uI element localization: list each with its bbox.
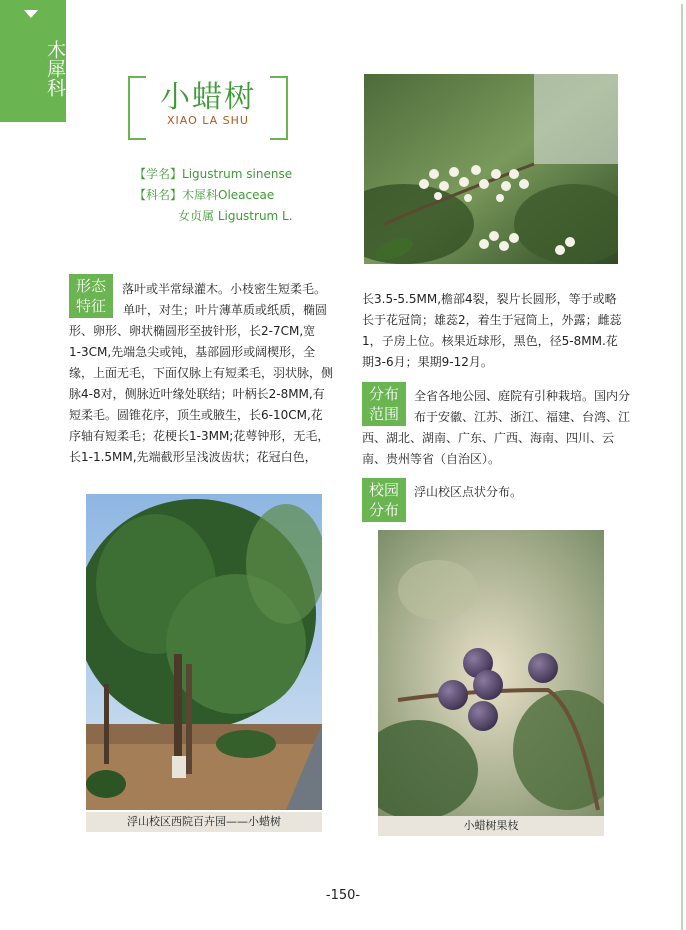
distribution-paragraph <box>362 386 634 470</box>
morph-line: 短柔毛。圆锥花序，顶生或腋生，长6-10CM,花 <box>69 408 323 422</box>
title-box <box>128 76 288 140</box>
morph-continued <box>362 289 634 373</box>
distribution-line: 西、湖北、湖南、广东、广西、海南、四川、云 <box>362 431 615 445</box>
tree-photo-caption: 浮山校区西院百卉园——小蜡树 <box>86 812 322 832</box>
fruit-photo-caption: 小蜡树果枝 <box>378 816 604 836</box>
title-chinese: 小蜡树 <box>160 80 256 115</box>
morph-line: 单叶，对生；叶片薄革质或纸质，椭圆 <box>123 303 328 317</box>
triangle-down-icon <box>24 10 38 18</box>
badge-line: 特征 <box>75 297 106 315</box>
morph-line: 期3-6月；果期9-12月。 <box>362 355 493 369</box>
badge-line: 范围 <box>368 405 399 423</box>
morph-line: 脉4-8对，侧脉近叶缘处联结；叶柄长2-8MM,有 <box>69 387 325 401</box>
scientific-name-row <box>134 164 293 185</box>
morph-first-line: 落叶或半常绿灌木。小枝密生短柔毛。 <box>122 282 327 296</box>
family-name-label: 【科名】 <box>134 188 183 202</box>
distribution-line: 全省各地公园、庭院有引种栽培。国内分 <box>414 389 631 403</box>
badge-line: 分布 <box>368 501 399 519</box>
morph-line: 1-3CM,先端急尖或钝，基部圆形或阔楔形，全 <box>69 345 316 359</box>
morph-line: 1，子房上位。核果近球形，黑色，径5-8MM.花 <box>362 334 618 348</box>
page-edge-line <box>681 4 683 930</box>
family-tab <box>0 0 66 122</box>
morph-line: 序轴有短柔毛；花梗长1-3MM;花萼钟形，无毛， <box>69 429 330 443</box>
scientific-name-label: 【学名】 <box>134 167 183 181</box>
badge-line: 校园 <box>368 481 399 499</box>
flower-photo <box>364 74 618 264</box>
tree-photo <box>86 494 322 810</box>
scientific-name-value: Ligustrum sinense <box>182 167 293 181</box>
morph-line: 长3.5-5.5MM,檐部4裂，裂片长圆形，等于或略 <box>362 292 617 306</box>
morph-line: 形、卵形、卵状椭圆形至披针形，长2-7CM,宽 <box>69 324 316 338</box>
badge-line: 分布 <box>368 385 399 403</box>
scientific-names <box>134 164 293 227</box>
title-pinyin: XIAO LA SHU <box>167 114 249 127</box>
morph-line: 长于花冠筒；雄蕊2，着生于冠筒上，外露；雌蕊 <box>362 313 622 327</box>
family-name-row <box>134 185 293 206</box>
campus-text: 浮山校区点状分布。 <box>414 485 523 499</box>
morph-paragraph <box>69 300 345 468</box>
badge-line: 形态 <box>75 277 106 295</box>
fruit-photo <box>378 530 604 816</box>
genus-name: 女贞属 Ligustrum L. <box>178 209 293 223</box>
distribution-line: 布于安徽、江苏、浙江、福建、台湾、江 <box>414 410 631 424</box>
morph-line: 缘，上面无毛，下面仅脉上有短柔毛，羽状脉，侧 <box>69 366 334 380</box>
family-name-value: 木犀科Oleaceae <box>182 188 275 202</box>
distribution-line: 南、贵州等省（自治区）。 <box>362 452 501 466</box>
badge-campus <box>362 478 406 522</box>
morph-line: 长1-1.5MM,先端截形呈浅波齿状；花冠白色， <box>69 450 317 464</box>
family-tab-label: 木犀科 <box>44 39 66 97</box>
page-number: -150- <box>325 888 361 903</box>
